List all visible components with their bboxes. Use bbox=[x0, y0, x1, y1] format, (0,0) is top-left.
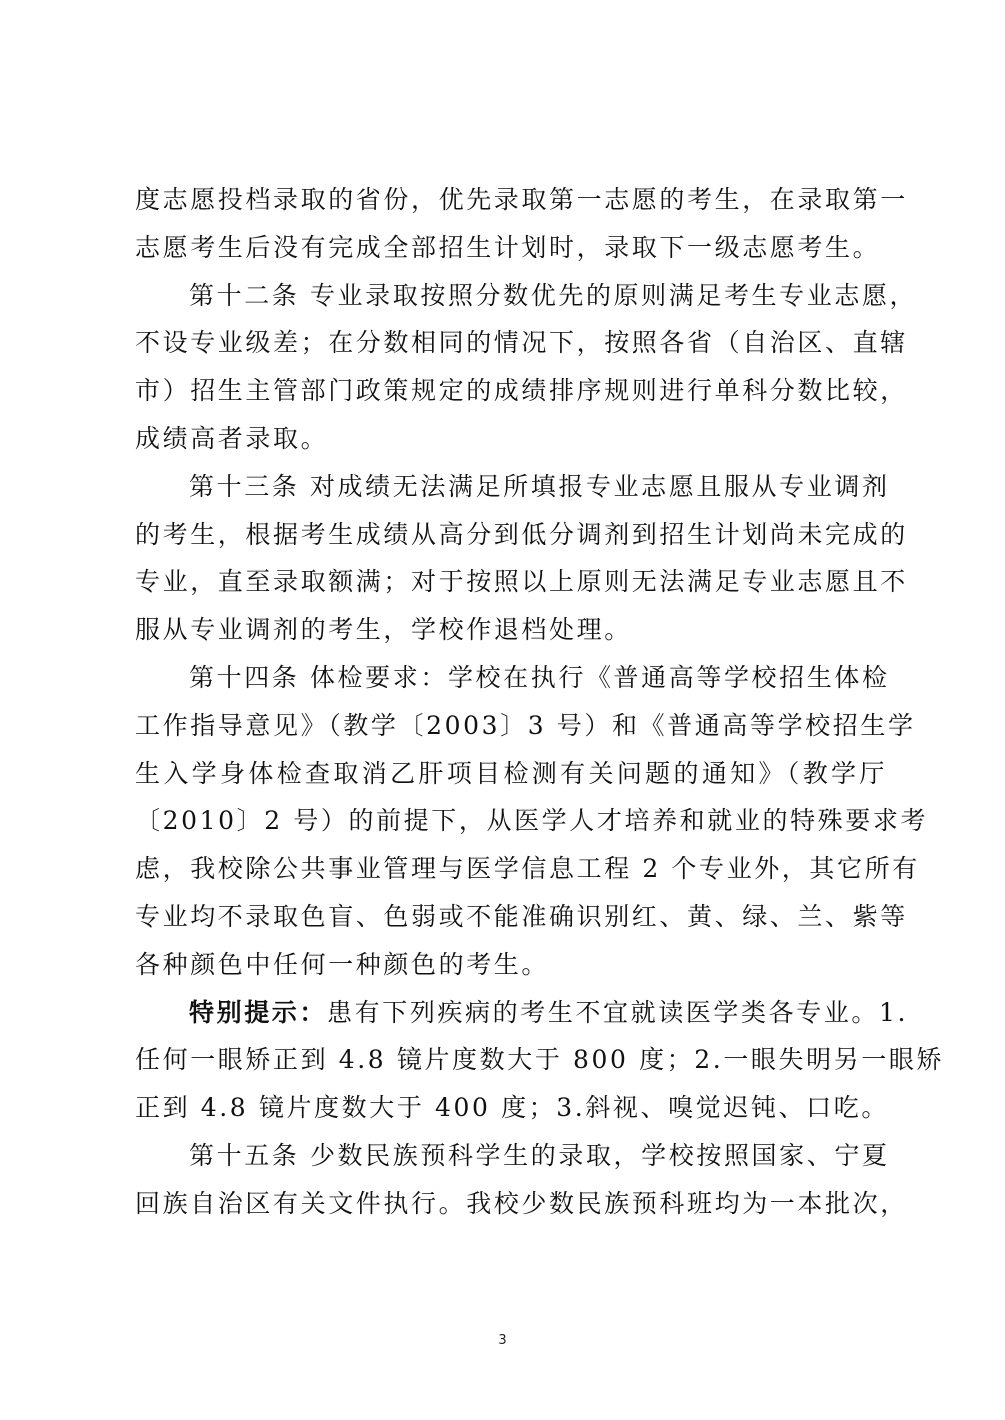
special-notice-text: 患有下列疾病的考生不宜就读医学类各专业。1. bbox=[327, 997, 909, 1027]
special-notice-line: 正到 4.8 镜片度数大于 400 度；3.斜视、嗅觉迟钝、口吃。 bbox=[135, 1093, 889, 1123]
document-body bbox=[135, 176, 945, 1228]
text-line: 志愿考生后没有完成全部招生计划时，录取下一级志愿考生。 bbox=[135, 232, 881, 262]
article-14-line: 专业均不录取色盲、色弱或不能准确识别红、黄、绿、兰、紫等 bbox=[135, 901, 908, 931]
article-14-line: 第十四条 体检要求：学校在执行《普通高等学校招生体检 bbox=[189, 662, 890, 692]
article-13-line: 第十三条 对成绩无法满足所填报专业志愿且服从专业调剂 bbox=[189, 471, 890, 501]
text-line: 度志愿投档录取的省份，优先录取第一志愿的考生，在录取第一 bbox=[135, 185, 908, 214]
special-notice-label: 特别提示： bbox=[189, 997, 328, 1027]
article-15-line: 回族自治区有关文件执行。我校少数民族预科班均为一本批次， bbox=[135, 1188, 908, 1218]
article-15-line: 第十五条 少数民族预科学生的录取，学校按照国家、宁夏 bbox=[189, 1140, 890, 1170]
article-14-line: 虑，我校除公共事业管理与医学信息工程 2 个专业外，其它所有 bbox=[135, 854, 920, 884]
article-13-line: 服从专业调剂的考生，学校作退档处理。 bbox=[135, 615, 632, 645]
article-14-line: 生入学身体检查取消乙肝项目检测有关问题的通知》（教学厅 bbox=[135, 758, 887, 788]
page-number: 3 bbox=[498, 1333, 507, 1348]
special-notice-line bbox=[135, 989, 909, 1037]
article-12-line: 市）招生主管部门政策规定的成绩排序规则进行单科分数比较， bbox=[135, 376, 908, 406]
article-14-line: 各种颜色中任何一种颜色的考生。 bbox=[135, 949, 550, 979]
article-12-line: 第十二条 专业录取按照分数优先的原则满足考生专业志愿， bbox=[189, 280, 918, 310]
article-12-line: 成绩高者录取。 bbox=[135, 423, 329, 453]
article-12-line: 不设专业级差；在分数相同的情况下，按照各省（自治区、直辖 bbox=[135, 328, 908, 358]
special-notice-line: 任何一眼矫正到 4.8 镜片度数大于 800 度；2.一眼失明另一眼矫 bbox=[135, 1045, 945, 1075]
article-13-line: 专业，直至录取额满；对于按照以上原则无法满足专业志愿且不 bbox=[135, 567, 908, 597]
article-13-line: 的考生，根据考生成绩从高分到低分调剂到招生计划尚未完成的 bbox=[135, 519, 908, 549]
article-14-line: 〔2010〕2 号）的前提下，从医学人才培养和就业的特殊要求考 bbox=[135, 806, 929, 836]
article-14-line: 工作指导意见》（教学〔2003〕3 号）和《普通高等学校招生学 bbox=[135, 710, 916, 740]
